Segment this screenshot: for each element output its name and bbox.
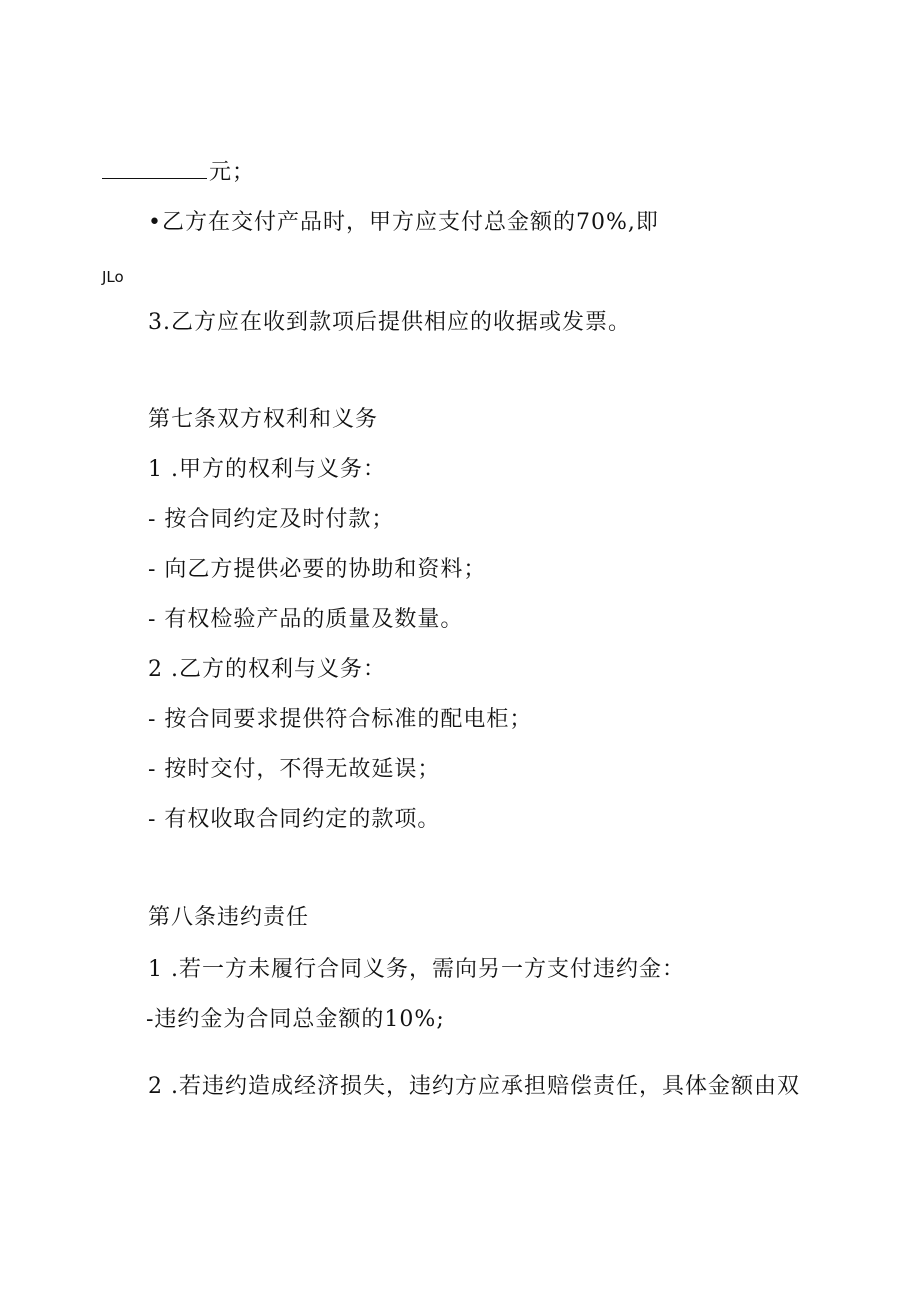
article-8-heading: 第八条违约责任 [148, 905, 310, 930]
party-a-item-3: - 有权检验产品的质量及数量。 [148, 607, 464, 632]
garbled-fragment: JLo [102, 268, 124, 286]
payment-amount-line [102, 158, 255, 188]
breach-clause-1: 1 .若一方未履行合同义务，需向另一方支付违约金： [148, 957, 685, 982]
delivery-payment-clause: •乙方在交付产品时，甲方应支付总金额的70%,即 [148, 210, 659, 235]
party-a-rights-heading: 1 .甲方的权利与义务： [148, 457, 386, 482]
amount-blank [102, 160, 207, 179]
receipt-clause: 3.乙方应在收到款项后提供相应的收据或发票。 [148, 310, 631, 335]
party-a-item-1: - 按合同约定及时付款； [148, 507, 395, 532]
breach-clause-2: 2 .若违约造成经济损失，违约方应承担赔偿责任，具体金额由双 [148, 1074, 800, 1099]
party-b-item-3: - 有权收取合同约定的款项。 [148, 807, 441, 832]
breach-penalty-rate: -违约金为合同总金额的10%; [146, 1007, 445, 1032]
party-a-item-2: - 向乙方提供必要的协助和资料； [148, 557, 487, 582]
party-b-rights-heading: 2 .乙方的权利与义务： [148, 657, 386, 682]
article-7-heading: 第七条双方权利和义务 [148, 407, 379, 432]
currency-unit: 元； [209, 160, 256, 185]
party-b-item-1: - 按合同要求提供符合标准的配电柜； [148, 707, 533, 732]
party-b-item-2: - 按时交付，不得无故延误； [148, 757, 441, 782]
